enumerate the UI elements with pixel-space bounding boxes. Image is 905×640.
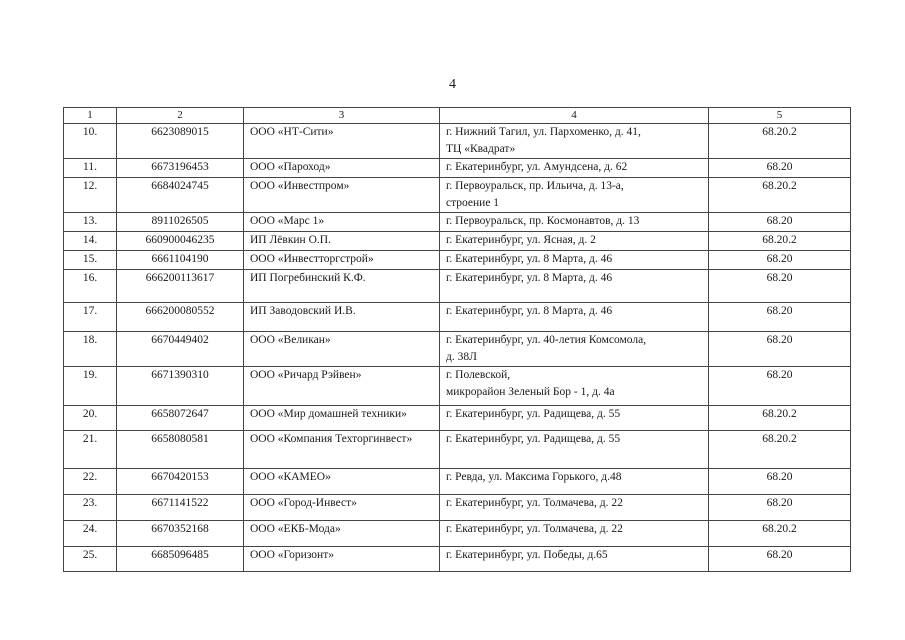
company-name-cell: ООО «Инвестпром» xyxy=(244,178,440,213)
column-header: 5 xyxy=(709,108,851,124)
table-row xyxy=(64,124,851,159)
table-row xyxy=(64,178,851,213)
row-number-cell: 19. xyxy=(64,367,117,406)
address-cell xyxy=(440,547,709,572)
header-row xyxy=(64,108,851,124)
table-row xyxy=(64,367,851,406)
address-cell xyxy=(440,469,709,495)
activity-code-cell: 68.20 xyxy=(709,270,851,303)
address-cell xyxy=(440,521,709,547)
address-line: г. Екатеринбург, ул. Радищева, д. 55 xyxy=(446,408,621,420)
address-line: г. Ревда, ул. Максима Горького, д.48 xyxy=(446,471,622,483)
company-name-cell: ООО «Пароход» xyxy=(244,159,440,178)
activity-code-cell: 68.20.2 xyxy=(709,124,851,159)
row-number-cell: 24. xyxy=(64,521,117,547)
address-cell xyxy=(440,178,709,213)
row-number-cell: 18. xyxy=(64,332,117,367)
address-line: г. Екатеринбург, ул. 8 Марта, д. 46 xyxy=(446,253,613,265)
inn-cell: 666200113617 xyxy=(117,270,244,303)
address-cell xyxy=(440,406,709,431)
inn-cell: 6658072647 xyxy=(117,406,244,431)
inn-cell: 6671141522 xyxy=(117,495,244,521)
address-line: г. Полевской, xyxy=(446,369,511,381)
table-row xyxy=(64,303,851,332)
address-cell xyxy=(440,332,709,367)
company-name-cell: ООО «НТ-Сити» xyxy=(244,124,440,159)
row-number-cell: 14. xyxy=(64,232,117,251)
table-row xyxy=(64,213,851,232)
company-name-cell: ИП Лёвкин О.П. xyxy=(244,232,440,251)
address-cell xyxy=(440,303,709,332)
address-line: г. Екатеринбург, ул. Победы, д.65 xyxy=(446,549,608,561)
address-cell xyxy=(440,251,709,270)
column-header: 2 xyxy=(117,108,244,124)
activity-code-cell: 68.20 xyxy=(709,547,851,572)
column-header: 1 xyxy=(64,108,117,124)
table-row xyxy=(64,547,851,572)
address-line: г. Екатеринбург, ул. 8 Марта, д. 46 xyxy=(446,272,613,284)
page-number: 4 xyxy=(449,77,456,92)
company-name-cell: ООО «Великан» xyxy=(244,332,440,367)
company-name-cell: ООО «Ричард Рэйвен» xyxy=(244,367,440,406)
company-name-cell: ИП Заводовский И.В. xyxy=(244,303,440,332)
row-number-cell: 20. xyxy=(64,406,117,431)
address-line: строение 1 xyxy=(446,197,500,209)
address-cell xyxy=(440,232,709,251)
table-row xyxy=(64,431,851,469)
registry-table xyxy=(63,107,851,572)
row-number-cell: 11. xyxy=(64,159,117,178)
activity-code-cell: 68.20.2 xyxy=(709,406,851,431)
address-cell xyxy=(440,367,709,406)
activity-code-cell: 68.20 xyxy=(709,332,851,367)
inn-cell: 6661104190 xyxy=(117,251,244,270)
table-body xyxy=(64,124,851,572)
inn-cell: 6673196453 xyxy=(117,159,244,178)
address-line: г. Екатеринбург, ул. Толмачева, д. 22 xyxy=(446,523,623,535)
table-row xyxy=(64,406,851,431)
address-line: г. Нижний Тагил, ул. Пархоменко, д. 41, xyxy=(446,126,641,138)
activity-code-cell: 68.20.2 xyxy=(709,431,851,469)
row-number-cell: 25. xyxy=(64,547,117,572)
table-row xyxy=(64,251,851,270)
activity-code-cell: 68.20.2 xyxy=(709,178,851,213)
inn-cell: 6684024745 xyxy=(117,178,244,213)
address-cell xyxy=(440,270,709,303)
activity-code-cell: 68.20 xyxy=(709,469,851,495)
row-number-cell: 17. xyxy=(64,303,117,332)
address-line: микрорайон Зеленый Бор - 1, д. 4а xyxy=(446,386,615,398)
row-number-cell: 13. xyxy=(64,213,117,232)
company-name-cell: ИП Погребинский К.Ф. xyxy=(244,270,440,303)
address-line: г. Екатеринбург, ул. Радищева, д. 55 xyxy=(446,433,621,445)
address-cell xyxy=(440,159,709,178)
inn-cell: 6671390310 xyxy=(117,367,244,406)
company-name-cell: ООО «Компания Техторгинвест» xyxy=(244,431,440,469)
row-number-cell: 22. xyxy=(64,469,117,495)
activity-code-cell: 68.20 xyxy=(709,495,851,521)
address-line: г. Екатеринбург, ул. Толмачева, д. 22 xyxy=(446,497,623,509)
column-header: 4 xyxy=(440,108,709,124)
table-row xyxy=(64,232,851,251)
inn-cell: 6670352168 xyxy=(117,521,244,547)
address-line: г. Екатеринбург, ул. 8 Марта, д. 46 xyxy=(446,305,613,317)
activity-code-cell: 68.20 xyxy=(709,159,851,178)
activity-code-cell: 68.20.2 xyxy=(709,521,851,547)
address-line: ТЦ «Квадрат» xyxy=(446,143,516,155)
company-name-cell: ООО «Мир домашней техники» xyxy=(244,406,440,431)
inn-cell: 8911026505 xyxy=(117,213,244,232)
table-row xyxy=(64,495,851,521)
company-name-cell: ООО «ЕКБ-Мода» xyxy=(244,521,440,547)
table-row xyxy=(64,159,851,178)
row-number-cell: 16. xyxy=(64,270,117,303)
row-number-cell: 21. xyxy=(64,431,117,469)
address-line: г. Первоуральск, пр. Ильича, д. 13-а, xyxy=(446,180,624,192)
inn-cell: 666200080552 xyxy=(117,303,244,332)
row-number-cell: 10. xyxy=(64,124,117,159)
activity-code-cell: 68.20.2 xyxy=(709,232,851,251)
activity-code-cell: 68.20 xyxy=(709,367,851,406)
inn-cell: 6658080581 xyxy=(117,431,244,469)
address-cell xyxy=(440,431,709,469)
inn-cell: 6685096485 xyxy=(117,547,244,572)
address-line: г. Первоуральск, пр. Космонавтов, д. 13 xyxy=(446,215,640,227)
table-row xyxy=(64,469,851,495)
row-number-cell: 15. xyxy=(64,251,117,270)
address-cell xyxy=(440,213,709,232)
activity-code-cell: 68.20 xyxy=(709,251,851,270)
row-number-cell: 12. xyxy=(64,178,117,213)
company-name-cell: ООО «Горизонт» xyxy=(244,547,440,572)
inn-cell: 6670449402 xyxy=(117,332,244,367)
address-cell xyxy=(440,495,709,521)
company-name-cell: ООО «Инвестторгстрой» xyxy=(244,251,440,270)
address-line: г. Екатеринбург, ул. Ясная, д. 2 xyxy=(446,234,596,246)
company-name-cell: ООО «КАМЕО» xyxy=(244,469,440,495)
address-line: г. Екатеринбург, ул. 40-летия Комсомола, xyxy=(446,334,647,346)
address-line: д. 38Л xyxy=(446,351,477,363)
address-cell xyxy=(440,124,709,159)
inn-cell: 6623089015 xyxy=(117,124,244,159)
table-row xyxy=(64,521,851,547)
table-row xyxy=(64,270,851,303)
activity-code-cell: 68.20 xyxy=(709,213,851,232)
table-row xyxy=(64,332,851,367)
company-name-cell: ООО «Город-Инвест» xyxy=(244,495,440,521)
row-number-cell: 23. xyxy=(64,495,117,521)
column-header: 3 xyxy=(244,108,440,124)
activity-code-cell: 68.20 xyxy=(709,303,851,332)
inn-cell: 660900046235 xyxy=(117,232,244,251)
inn-cell: 6670420153 xyxy=(117,469,244,495)
address-line: г. Екатеринбург, ул. Амундсена, д. 62 xyxy=(446,161,628,173)
company-name-cell: ООО «Марс 1» xyxy=(244,213,440,232)
